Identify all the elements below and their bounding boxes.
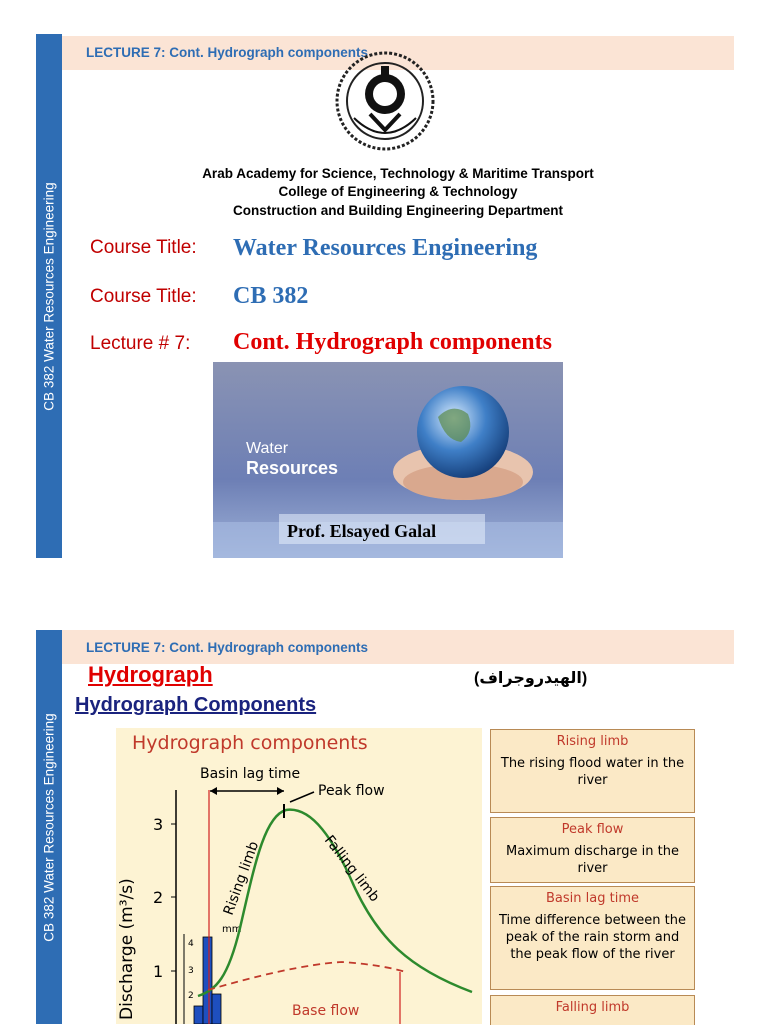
falling-limb-label: Falling limb [320,832,383,906]
image-caption-resources: Resources [246,458,339,478]
peak-flow-box [490,817,695,883]
hydrograph-diagram [116,728,482,1024]
course-code-label: Course Title: [90,286,197,307]
rising-limb-box-title: Rising limb [556,734,629,749]
rain-tick-3: 3 [188,966,194,976]
y-axis-label: Discharge (m³/s) [117,878,137,1020]
hydrograph-title-arabic: (الهيدروجراف) [474,670,588,687]
institution-line-1: Arab Academy for Science, Technology & Maritime Transport [202,166,594,181]
side-course-label: CB 382 Water Resources Engineering [41,181,57,411]
peak-flow-box-title: Peak flow [561,822,624,837]
basin-lag-box-title: Basin lag time [546,891,639,906]
diagram-title: Hydrograph components [132,732,368,754]
basin-lag-box-text: Time difference between the peak of the rain storm and the peak flow of the river [498,913,687,962]
side-course-bar [36,630,62,1024]
course-title-value: Water Resources Engineering [233,235,538,261]
lecture-label: Lecture # 7: [90,333,191,354]
falling-limb-box-title: Falling limb [555,1000,630,1015]
hydrograph-title: Hydrograph [88,662,213,687]
academy-logo-icon [332,48,438,154]
rising-limb-box [490,729,695,813]
professor-name: Prof. Elsayed Galal [287,521,437,541]
rising-limb-box-text: The rising flood water in the river [500,756,685,788]
lecture-header: LECTURE 7: Cont. Hydrograph components [86,45,369,60]
rain-tick-2: 2 [188,991,194,1001]
y-tick-label-1: 1 [153,962,164,981]
institution-line-2: College of Engineering & Technology [278,184,518,199]
course-title-label: Course Title: [90,237,197,258]
peak-pointer [290,792,314,802]
base-flow-label: Base flow [292,1003,360,1019]
rain-bar-3 [212,994,221,1024]
course-code-value: CB 382 [233,283,309,309]
peak-flow-label: Peak flow [318,783,385,799]
hydrograph-subtitle: Hydrograph Components [75,694,317,716]
basin-lag-box [490,886,695,990]
falling-limb-box [490,995,695,1025]
rain-unit: mm [222,924,242,935]
rain-tick-4: 4 [188,939,194,949]
rising-limb-label: Rising limb [220,839,263,918]
rain-bar-2 [203,937,212,1024]
lecture-value: Cont. Hydrograph components [233,329,552,355]
side-course-label: CB 382 Water Resources Engineering [41,712,57,942]
lecture-header: LECTURE 7: Cont. Hydrograph components [86,640,369,655]
side-course-bar [36,34,62,558]
basin-lag-label: Basin lag time [200,766,301,782]
y-tick-label-2: 2 [153,888,164,907]
image-caption-water: Water [246,440,289,457]
institution-line-3: Construction and Building Engineering Department [232,203,563,218]
y-tick-label-3: 3 [153,815,164,834]
baseflow-curve [208,962,406,990]
peak-flow-box-text: Maximum discharge in the river [506,844,679,876]
rain-bar-1 [194,1006,203,1024]
